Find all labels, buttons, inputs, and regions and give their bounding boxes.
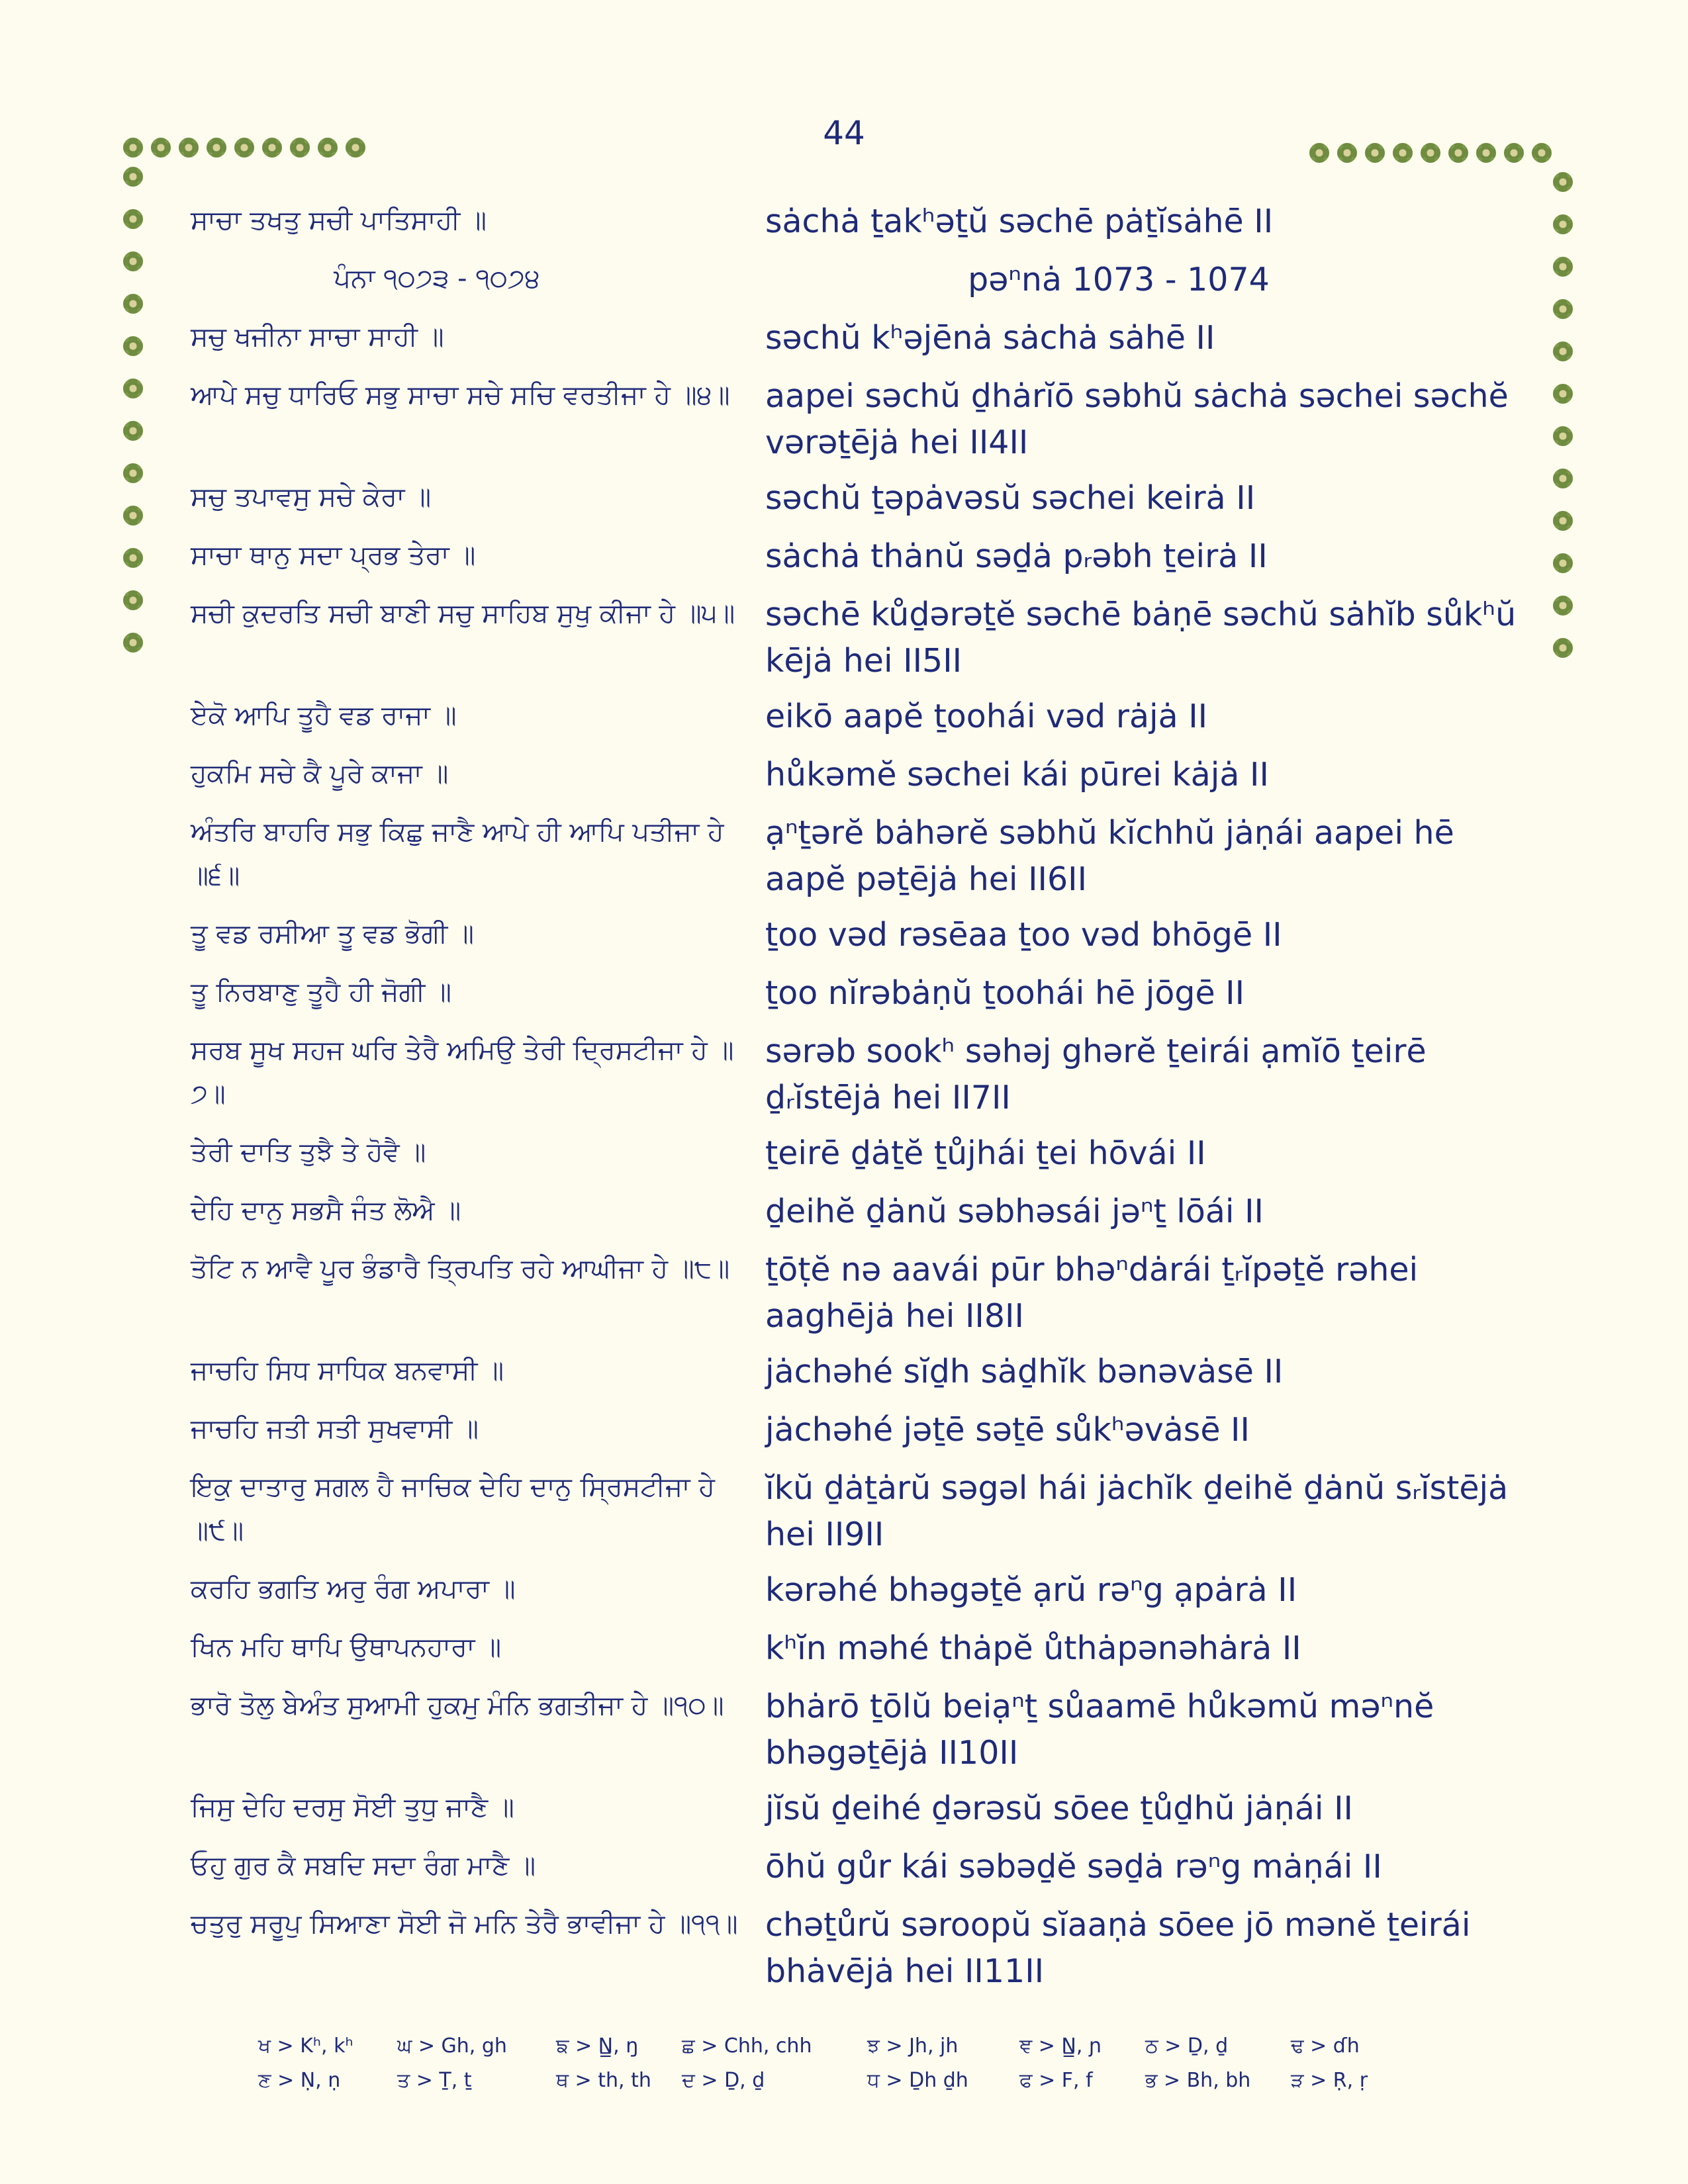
transliteration-text: aapei səchŭ ḏhȧrĭō səbhŭ sȧchȧ səchei səchĕ vərəṯējȧ hei II4II: [765, 377, 1509, 461]
gurmukhi-text: ਤੇਰੀ ਦਾਤਿ ਤੁਝੈ ਤੇ ਹੋਵੈ ॥: [191, 1137, 426, 1167]
flower-ornament-icon: [290, 138, 310, 158]
legend-entry: ਤ > Ṯ, ṯ: [397, 2069, 472, 2092]
legend-entry: ਠ > Ḏ, ḏ: [1145, 2034, 1229, 2058]
transliteration-text: kʰĭn məhé thȧpĕ ůthȧpənəhȧrȧ II: [765, 1629, 1301, 1667]
flower-ornament-icon: [123, 138, 143, 158]
flower-ornament-icon: [1553, 596, 1573, 615]
transliteration-text: sȧchȧ thȧnŭ səḏȧ pᵣəbh ṯeirȧ II: [765, 537, 1268, 575]
gurmukhi-text: ਓਹੁ ਗੁਰ ਕੈ ਸਬਦਿ ਸਦਾ ਰੰਗ ਮਾਣੈ ॥: [191, 1850, 536, 1881]
flower-ornament-icon: [1553, 341, 1573, 361]
transliteration-text: sȧchȧ ṯakʰəṯŭ səchē pȧṯĭsȧhē II: [765, 203, 1274, 240]
transliteration-text: pəⁿnȧ 1073 - 1074: [968, 261, 1270, 298]
flower-ornament-icon: [1553, 638, 1573, 658]
legend-entry: ਣ > Ṇ, ṇ: [258, 2069, 341, 2092]
transliteration-text: ĭkŭ ḏȧṯȧrŭ səgəl hái jȧchĭk ḏeihĕ ḏȧnŭ sᵣĭstējȧ hei II9II: [765, 1469, 1509, 1553]
gurmukhi-text: ਸਾਚਾ ਥਾਨੁ ਸਦਾ ਪ੍ਰਭ ਤੇਰਾ ॥: [191, 540, 476, 570]
flower-ornament-icon: [1393, 143, 1413, 163]
legend-entry: ਛ > Chh, chh: [682, 2034, 812, 2058]
flower-ornament-icon: [207, 138, 226, 158]
flower-ornament-icon: [1553, 257, 1573, 277]
transliteration-text: səchē kůḏərəṯĕ səchē bȧṇē səchŭ sȧhĭb sůkʰŭ kējȧ hei II5II: [765, 596, 1517, 680]
legend-entry: ਝ > Jh, jh: [867, 2034, 959, 2058]
flower-ornament-icon: [1553, 214, 1573, 234]
gurmukhi-text: ਇਕੁ ਦਾਤਾਰੁ ਸਗਲ ਹੈ ਜਾਚਿਕ ਦੇਹਿ ਦਾਨੁ ਸ੍ਰਿਸਟੀਜਾ ਹੇ ॥੯॥: [191, 1472, 715, 1546]
gurmukhi-text: ਸਚੁ ਖਜੀਨਾ ਸਾਚਾ ਸਾਹੀ ॥: [191, 322, 444, 352]
legend-entry: ਘ > Gh, gh: [397, 2034, 507, 2058]
gurmukhi-text: ਏਕੋ ਆਪਿ ਤੂਹੈ ਵਡ ਰਾਜਾ ॥: [191, 700, 457, 731]
flower-ornament-icon: [1337, 143, 1357, 163]
flower-ornament-icon: [123, 421, 143, 441]
page-number: 44: [823, 114, 865, 152]
transliteration-text: ḏeihĕ ḏȧnŭ səbhəsái jəⁿṯ lōái II: [765, 1193, 1264, 1230]
transliteration-text: sərəb sookʰ səhəj ghərĕ ṯeirái ạmĭō ṯeirē ḏᵣĭstējȧ hei II7II: [765, 1032, 1427, 1116]
transliteration-text: jȧchəhé sĭḏh sȧḏhĭk bənəvȧsē II: [765, 1353, 1284, 1390]
transliteration-text: kərəhé bhəgəṯĕ ạrŭ rəⁿg ạpȧrȧ II: [765, 1571, 1297, 1609]
flower-ornament-icon: [123, 294, 143, 314]
transliteration-text: hůkəmĕ səchei kái pūrei kȧjȧ II: [765, 756, 1269, 794]
gurmukhi-text: ਜਾਚਹਿ ਜਤੀ ਸਤੀ ਸੁਖਵਾਸੀ ॥: [191, 1414, 479, 1444]
gurmukhi-text: ਸਚੁ ਤਪਾਵਸੁ ਸਚੇ ਕੇਰਾ ॥: [191, 482, 432, 512]
gurmukhi-text: ਖਿਨ ਮਹਿ ਥਾਪਿ ਉਥਾਪਨਹਾਰਾ ॥: [191, 1632, 502, 1662]
gurmukhi-text: ਸਾਚਾ ਤਖਤੁ ਸਚੀ ਪਾਤਿਸਾਹੀ ॥: [191, 205, 487, 236]
flower-ornament-icon: [1553, 172, 1573, 192]
flower-ornament-icon: [1553, 426, 1573, 446]
flower-ornament-icon: [179, 138, 199, 158]
gurmukhi-text: ਸਚੀ ਕੁਦਰਤਿ ਸਚੀ ਬਾਣੀ ਸਚੁ ਸਾਹਿਬ ਸੁਖੁ ਕੀਜਾ ਹੇ ॥੫॥: [191, 598, 735, 629]
legend-entry: ਙ > N̳, ŋ: [556, 2034, 639, 2058]
flower-ornament-icon: [123, 506, 143, 525]
transliteration-text: chəṯůrŭ səroopŭ sĭaaṇȧ sōee jō mənĕ ṯeirái bhȧvējȧ hei II11II: [765, 1906, 1471, 1990]
transliteration-text: ṯeirē ḏȧṯĕ ṯůjhái ṯei hōvái II: [765, 1134, 1206, 1172]
flower-ornament-icon: [123, 209, 143, 229]
gurmukhi-text: ਜਿਸੁ ਦੇਹਿ ਦਰਸੁ ਸੋਈ ਤੁਧੁ ਜਾਣੈ ॥: [191, 1792, 514, 1823]
legend-entry: ਞ > N̳, ɲ: [1019, 2034, 1102, 2058]
flower-ornament-icon: [1476, 143, 1496, 163]
gurmukhi-text: ਕਰਹਿ ਭਗਤਿ ਅਰੁ ਰੰਗ ਅਪਾਰਾ ॥: [191, 1574, 516, 1604]
legend-entry: ਢ > ɗh: [1291, 2034, 1360, 2058]
gurmukhi-text: ਆਪੇ ਸਚੁ ਧਾਰਿਓ ਸਭੁ ਸਾਚਾ ਸਚੇ ਸਚਿ ਵਰਤੀਜਾ ਹੇ ॥੪॥: [191, 380, 730, 410]
gurmukhi-text: ਭਾਰੋ ਤੋਲੁ ਬੇਅੰਤ ਸੁਆਮੀ ਹੁਕਮੁ ਮੰਨਿ ਭਗਤੀਜਾ ਹੇ ॥੧੦॥: [191, 1690, 724, 1721]
transliteration-text: jĭsŭ ḏeihé ḏərəsŭ sōee ṯůḏhŭ jȧṇái II: [765, 1790, 1353, 1827]
legend-entry: ਥ > th, th: [556, 2069, 651, 2092]
gurmukhi-text: ਤੂ ਨਿਰਬਾਣੁ ਤੂਹੈ ਹੀ ਜੋਗੀ ॥: [191, 977, 452, 1007]
gurmukhi-text: ਹੁਕਮਿ ਸਚੇ ਕੈ ਪੂਰੇ ਕਾਜਾ ॥: [191, 758, 449, 789]
flower-ornament-icon: [1504, 143, 1524, 163]
flower-ornament-icon: [123, 548, 143, 568]
transliteration-text: jȧchəhé jəṯē səṯē sůkʰəvȧsē II: [765, 1411, 1250, 1449]
transliteration-legend: [258, 2034, 1516, 2103]
flower-ornament-icon: [234, 138, 254, 158]
transliteration-text: bhȧrō ṯōlŭ beiạⁿṯ sůaamē hůkəmŭ məⁿnĕ bhəgəṯējȧ II10II: [765, 1688, 1434, 1772]
gurmukhi-text: ਤੋਟਿ ਨ ਆਵੈ ਪੂਰ ਭੰਡਾਰੈ ਤ੍ਰਿਪਤਿ ਰਹੇ ਆਘੀਜਾ ਹੇ ॥੮॥: [191, 1253, 730, 1284]
flower-ornament-icon: [1532, 143, 1552, 163]
gurmukhi-text: ਜਾਚਹਿ ਸਿਧ ਸਾਧਿਕ ਬਨਵਾਸੀ ॥: [191, 1355, 504, 1386]
flower-ornament-icon: [346, 138, 365, 158]
flower-ornament-icon: [123, 379, 143, 398]
flower-ornament-icon: [1365, 143, 1385, 163]
transliteration-text: eikō aapĕ ṯoohái vəd rȧjȧ II: [765, 698, 1208, 735]
gurmukhi-text: ਅੰਤਰਿ ਬਾਹਰਿ ਸਭੁ ਕਿਛੁ ਜਾਣੈ ਆਪੇ ਹੀ ਆਪਿ ਪਤੀਜਾ ਹੇ ॥੬॥: [191, 817, 724, 891]
gurmukhi-text: ਚਤੁਰੁ ਸਰੂਪੁ ਸਿਆਣਾ ਸੋਈ ਜੋ ਮਨਿ ਤੇਰੈ ਭਾਵੀਜਾ ਹੇ ॥੧੧॥: [191, 1909, 738, 1939]
flower-ornament-icon: [1553, 299, 1573, 319]
flower-ornament-icon: [151, 138, 171, 158]
legend-entry: ਭ > Bh, bh: [1145, 2069, 1251, 2092]
flower-ornament-icon: [123, 463, 143, 483]
flower-ornament-icon: [1448, 143, 1468, 163]
transliteration-text: ạⁿṯərĕ bȧhərĕ səbhŭ kĭchhŭ jȧṇái aapei hē aapĕ pəṯējȧ hei II6II: [765, 814, 1454, 898]
flower-ornament-icon: [123, 167, 143, 187]
flower-ornament-icon: [1309, 143, 1329, 163]
transliteration-text: ṯōṭĕ nə aavái pūr bhəⁿdȧrái ṯᵣĭpəṯĕ rəhei aaghējȧ hei II8II: [765, 1251, 1419, 1335]
legend-row: [258, 2034, 1516, 2069]
legend-row: [258, 2069, 1516, 2103]
transliteration-text: ōhŭ gůr kái səbəḏĕ səḏȧ rəⁿg mȧṇái II: [765, 1848, 1382, 1886]
gurmukhi-text: ਤੂ ਵਡ ਰਸੀਆ ਤੂ ਵਡ ਭੋਗੀ ॥: [191, 919, 474, 949]
gurmukhi-text: ਪੰਨਾ ੧੦੭੩ - ੧੦੭੪: [334, 263, 540, 294]
flower-ornament-icon: [123, 336, 143, 356]
flower-ornament-icon: [1553, 553, 1573, 573]
transliteration-text: səchŭ kʰəjēnȧ sȧchȧ sȧhē II: [765, 319, 1215, 357]
transliteration-text: səchŭ ṯəpȧvəsŭ səchei keirȧ II: [765, 479, 1256, 517]
gurmukhi-text: ਸਰਬ ਸੂਖ ਸਹਜ ਘਰਿ ਤੇਰੈ ਅਮਿਉ ਤੇਰੀ ਦ੍ਰਿਸਟੀਜਾ ਹੇ ॥੭॥: [191, 1035, 734, 1109]
flower-ornament-icon: [1553, 384, 1573, 404]
flower-ornament-icon: [1421, 143, 1440, 163]
legend-entry: ਦ > Ḏ, ḏ: [682, 2069, 765, 2092]
flower-ornament-icon: [318, 138, 338, 158]
flower-ornament-icon: [123, 633, 143, 653]
flower-ornament-icon: [262, 138, 282, 158]
transliteration-text: ṯoo vəd rəsēaa ṯoo vəd bhōgē II: [765, 916, 1282, 954]
transliteration-text: ṯoo nĭrəbȧṇŭ ṯoohái hē jōgē II: [765, 974, 1245, 1012]
flower-ornament-icon: [123, 251, 143, 271]
legend-entry: ਫ > F, f: [1019, 2069, 1093, 2092]
flower-ornament-icon: [123, 590, 143, 610]
legend-entry: ੜ > Ṛ, ṛ: [1291, 2069, 1368, 2092]
flower-ornament-icon: [1553, 511, 1573, 531]
gurmukhi-text: ਦੇਹਿ ਦਾਨੁ ਸਭਸੈ ਜੰਤ ਲੋਐ ॥: [191, 1195, 461, 1226]
flower-ornament-icon: [1553, 469, 1573, 488]
legend-entry: ਖ > Kʰ, kʰ: [258, 2034, 353, 2058]
legend-entry: ਧ > Ḏh ḏh: [867, 2069, 968, 2092]
